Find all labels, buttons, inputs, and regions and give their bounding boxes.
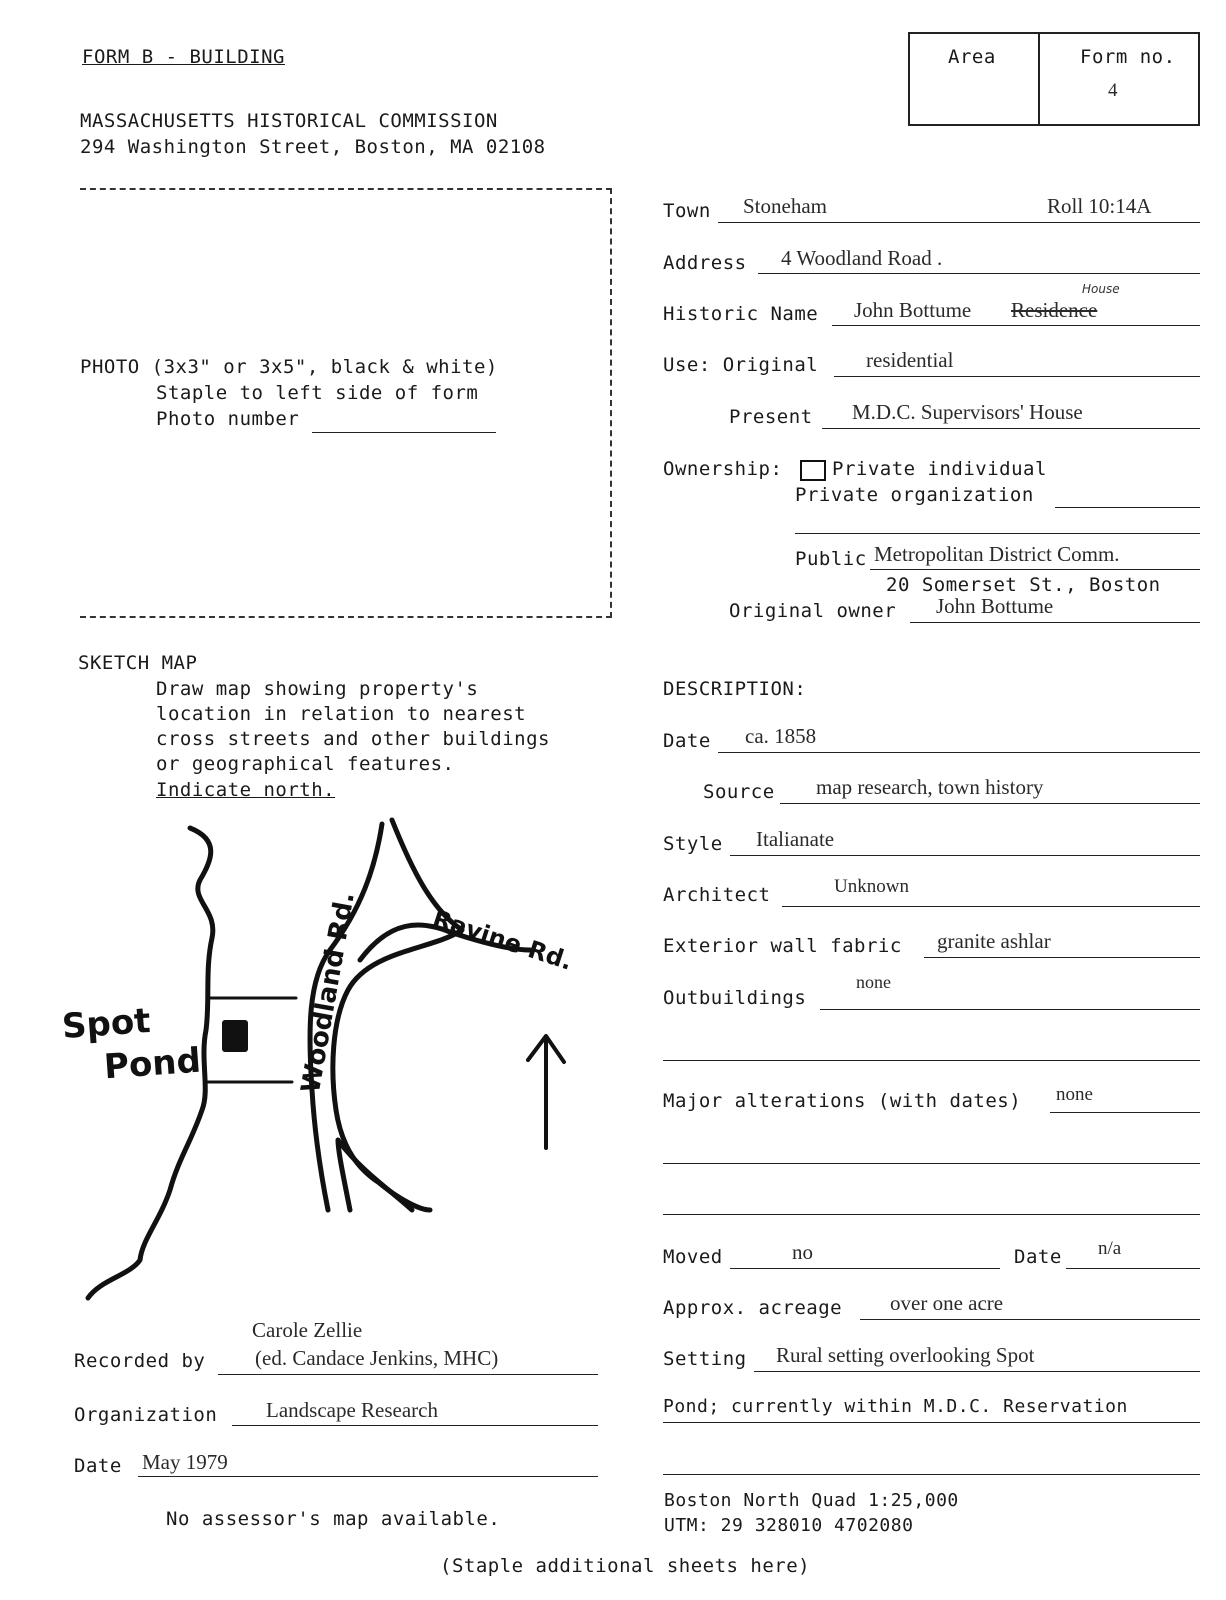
description-heading: DESCRIPTION: [663,678,807,700]
original-owner-value[interactable]: John Bottume [936,594,1054,618]
moved-value[interactable]: no [792,1240,813,1264]
architect-value[interactable]: Unknown [834,876,909,897]
use-original-field[interactable] [834,376,1200,377]
date-label: Date [663,730,711,752]
ownership-private-individual: Private individual [832,458,1047,480]
alterations-field[interactable] [1050,1112,1200,1113]
town-label: Town [663,200,711,222]
acreage-value[interactable]: over one acre [890,1291,1004,1315]
alterations-field-3[interactable] [663,1214,1200,1215]
public-label: Public [795,548,867,570]
organization-label: Organization [74,1404,218,1426]
spot-pond-label-1: Spot [60,1000,152,1048]
historic-name-label: Historic Name [663,303,819,325]
use-original-label: Use: Original [663,354,819,376]
setting-value-2[interactable]: Pond; currently within M.D.C. Reservation [663,1396,1128,1417]
photo-number-field[interactable] [312,432,496,433]
setting-label: Setting [663,1348,747,1370]
wall-fabric-label: Exterior wall fabric [663,935,902,957]
town-field[interactable] [718,222,1200,223]
moved-date-value[interactable]: n/a [1098,1238,1122,1259]
setting-field-2[interactable] [663,1422,1200,1423]
moved-field[interactable] [730,1268,1000,1269]
historic-name-struck: Residence [1011,298,1098,322]
sketch-instructions-2: location in relation to nearest [156,703,527,725]
organization-value[interactable]: Landscape Research [266,1398,438,1422]
acreage-label: Approx. acreage [663,1297,843,1319]
sketch-instructions-5: Indicate north. [156,779,336,801]
ownership-checkbox[interactable] [800,460,826,481]
form-title: FORM B - BUILDING [82,46,285,68]
recorded-by-field[interactable] [218,1374,598,1375]
house-marker [222,1020,248,1052]
organization-field[interactable] [232,1425,598,1426]
commission-name: MASSACHUSETTS HISTORICAL COMMISSION [80,110,498,132]
recorded-date-value[interactable]: May 1979 [142,1450,228,1474]
ravine-road-label: Ravine Rd. [429,904,576,976]
style-field[interactable] [730,855,1200,856]
form-no-label: Form no. [1080,46,1176,68]
alterations-label: Major alterations (with dates) [663,1090,1022,1112]
moved-label: Moved [663,1246,723,1268]
quad-reference: Boston North Quad 1:25,000 [664,1490,959,1511]
public-field[interactable] [870,569,1200,570]
address-value[interactable]: 4 Woodland Road . [781,246,943,270]
assessor-note: No assessor's map available. [166,1508,501,1530]
alterations-value[interactable]: none [1056,1084,1093,1105]
sketch-instructions-1: Draw map showing property's [156,678,479,700]
utm-reference: UTM: 29 328010 4702080 [664,1515,914,1536]
public-address: 20 Somerset St., Boston [886,574,1161,596]
source-field[interactable] [780,803,1200,804]
setting-value-1[interactable]: Rural setting overlooking Spot [776,1343,1035,1367]
outbuildings-value[interactable]: none [856,972,891,992]
recorder-note[interactable]: (ed. Candace Jenkins, MHC) [255,1346,499,1370]
date-field[interactable] [718,752,1200,753]
woodland-road-east [333,820,462,1210]
present-use-label: Present [729,406,813,428]
present-use-field[interactable] [822,428,1200,429]
commission-address: 294 Washington Street, Boston, MA 02108 [80,136,546,158]
acreage-field[interactable] [860,1319,1200,1320]
recorded-date-label: Date [74,1455,122,1477]
spot-pond-label-2: Pond [102,1040,203,1088]
moved-date-label: Date [1014,1246,1062,1268]
form-no-value[interactable]: 4 [1108,80,1118,101]
original-owner-label: Original owner [729,600,897,622]
source-label: Source [703,781,775,803]
outbuildings-field[interactable] [820,1009,1200,1010]
sketch-map-title: SKETCH MAP [78,652,198,674]
setting-field-3[interactable] [663,1474,1200,1475]
recorded-date-field[interactable] [138,1476,598,1477]
historic-name-field[interactable] [832,325,1200,326]
address-field[interactable] [758,273,1200,274]
recorded-by-label: Recorded by [74,1350,206,1372]
north-arrow [528,1036,564,1148]
outbuildings-field-2[interactable] [663,1060,1200,1061]
photo-number-label: Photo number [156,408,300,430]
recorder-name[interactable]: Carole Zellie [252,1318,363,1342]
ownership-private-org-label: Private organization [795,484,1034,506]
outbuildings-label: Outbuildings [663,987,807,1009]
area-form-divider [1038,32,1040,124]
photo-label: PHOTO (3x3" or 3x5", black & white) [80,356,498,378]
source-value[interactable]: map research, town history [816,775,1044,799]
date-value[interactable]: ca. 1858 [745,724,817,748]
sketch-instructions-4: or geographical features. [156,753,455,775]
lower-branch [338,1140,412,1210]
architect-field[interactable] [782,906,1200,907]
ownership-private-org-field[interactable] [1055,507,1200,508]
wall-fabric-field[interactable] [924,957,1200,958]
public-value[interactable]: Metropolitan District Comm. [874,542,1120,566]
ownership-extra-field[interactable] [795,533,1200,534]
original-owner-field[interactable] [910,622,1200,623]
setting-field-1[interactable] [754,1371,1200,1372]
style-value[interactable]: Italianate [756,827,835,851]
ownership-label: Ownership: [663,458,783,480]
moved-date-field[interactable] [1066,1268,1200,1269]
roll-value: Roll 10:14A [1047,194,1152,218]
wall-fabric-value[interactable]: granite ashlar [937,929,1051,953]
present-use-value[interactable]: M.D.C. Supervisors' House [852,400,1083,424]
historic-name-value[interactable]: John Bottume [854,298,972,322]
address-label: Address [663,252,747,274]
photo-staple-note: Staple to left side of form [156,382,479,404]
staple-note: (Staple additional sheets here) [440,1555,811,1577]
use-original-value[interactable]: residential [866,348,954,372]
style-label: Style [663,833,723,855]
architect-label: Architect [663,884,771,906]
woodland-road-label: Woodland Rd. [296,889,361,1096]
alterations-field-2[interactable] [663,1163,1200,1164]
area-label: Area [948,46,996,68]
historic-name-insert: House [1082,282,1120,296]
sketch-instructions-3: cross streets and other buildings [156,728,550,750]
town-value[interactable]: Stoneham [743,194,827,218]
